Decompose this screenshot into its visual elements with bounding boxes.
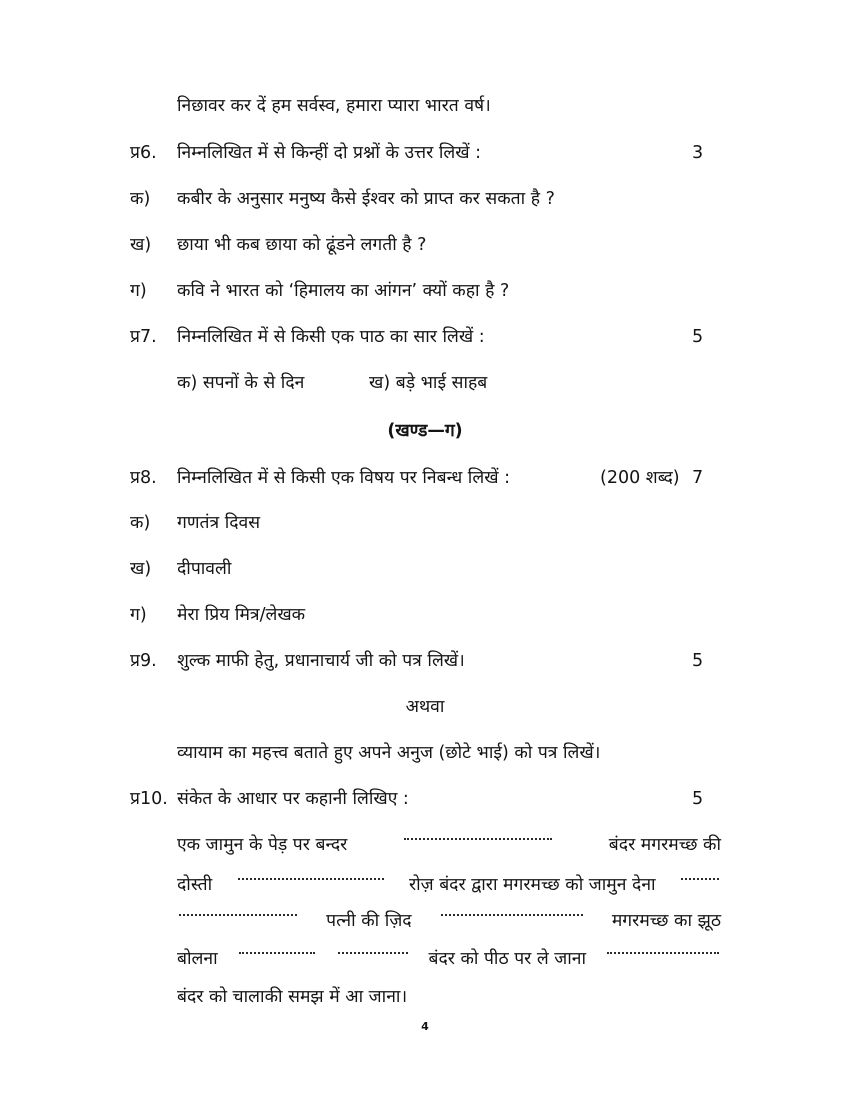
q10-text: संकेत के आधार पर कहानी लिखिए : — [177, 789, 409, 809]
q9-text: शुल्क माफी हेतु, प्रधानाचार्य जी को पत्र लिखें। — [177, 651, 465, 671]
q7-option-b: ख) बड़े भाई साहब — [369, 373, 488, 393]
story-segment: दोस्ती — [177, 875, 213, 895]
story-segment: रोज़ बंदर द्वारा मगरमच्छ को जामुन देना — [408, 875, 656, 895]
dotted-blank — [179, 908, 297, 916]
q8-item-text: गणतंत्र दिवस — [177, 513, 261, 533]
q8-number: प्र8. — [130, 468, 157, 488]
q8-item-label: ख) — [130, 559, 152, 579]
q10-marks: 5 — [692, 789, 704, 809]
story-segment: बोलना — [177, 949, 218, 969]
dotted-blank — [404, 832, 552, 840]
q8-item-label: क) — [130, 513, 151, 533]
story-segment: एक जामुन के पेड़ पर बन्दर — [177, 835, 348, 855]
q7-option-a: क) सपनों के से दिन — [177, 373, 305, 393]
dotted-blank — [681, 872, 719, 880]
q8-marks: 7 — [692, 468, 704, 488]
q8-text: निम्नलिखित में से किसी एक विषय पर निबन्ध लिखें : — [177, 468, 510, 488]
story-segment: पत्नी की ज़िद — [326, 911, 412, 931]
q7-marks: 5 — [692, 327, 704, 347]
q6-number: प्र6. — [130, 143, 157, 163]
story-line: बंदर को चालाकी समझ में आ जाना। — [177, 987, 408, 1007]
page-number: 4 — [421, 1020, 429, 1033]
dotted-blank — [441, 908, 583, 916]
story-line — [177, 946, 721, 972]
dotted-blank — [239, 946, 315, 954]
story-line — [177, 872, 721, 898]
or-label: अथवा — [405, 697, 445, 717]
q6-item-label: ख) — [130, 235, 152, 255]
q6-text: निम्नलिखित में से किन्हीं दो प्रश्नों के उत्तर लिखें : — [177, 143, 482, 163]
q8-word-limit: (200 शब्द) — [600, 468, 680, 488]
q9-alternative: व्यायाम का महत्त्व बताते हुए अपने अनुज (छोटे भाई) को पत्र लिखें। — [177, 743, 601, 763]
q7-text: निम्नलिखित में से किसी एक पाठ का सार लिखें : — [177, 327, 485, 347]
story-line — [177, 832, 721, 858]
q6-item-text: कवि ने भारत को ‘हिमालय का आंगन’ क्यों कहा है ? — [177, 281, 510, 301]
q9-number: प्र9. — [130, 651, 157, 671]
q6-item-text: छाया भी कब छाया को ढूंडने लगती है ? — [177, 235, 427, 255]
story-segment: बंदर मगरमच्छ की — [608, 835, 721, 855]
story-line — [177, 908, 721, 934]
q8-item-text: दीपावली — [177, 559, 232, 579]
section-heading: (खण्ड—ग) — [387, 421, 463, 441]
q8-item-label: ग) — [130, 605, 147, 625]
q6-item-text: कबीर के अनुसार मनुष्य कैसे ईश्वर को प्राप्त कर सकता है ? — [177, 189, 555, 209]
dotted-blank — [338, 946, 408, 954]
q10-number: प्र10. — [130, 789, 168, 809]
q7-number: प्र7. — [130, 327, 157, 347]
story-segment: मगरमच्छ का झूठ — [611, 911, 721, 931]
dotted-blank — [607, 946, 719, 954]
q8-item-text: मेरा प्रिय मित्र/लेखक — [177, 605, 306, 625]
dotted-blank — [238, 872, 384, 880]
story-segment: बंदर को पीठ पर ले जाना — [428, 949, 587, 969]
poem-line: निछावर कर दें हम सर्वस्व, हमारा प्यारा भारत वर्ष। — [177, 96, 491, 116]
q9-marks: 5 — [692, 651, 704, 671]
q6-item-label: क) — [130, 189, 151, 209]
q6-item-label: ग) — [130, 281, 147, 301]
q6-marks: 3 — [692, 143, 704, 163]
